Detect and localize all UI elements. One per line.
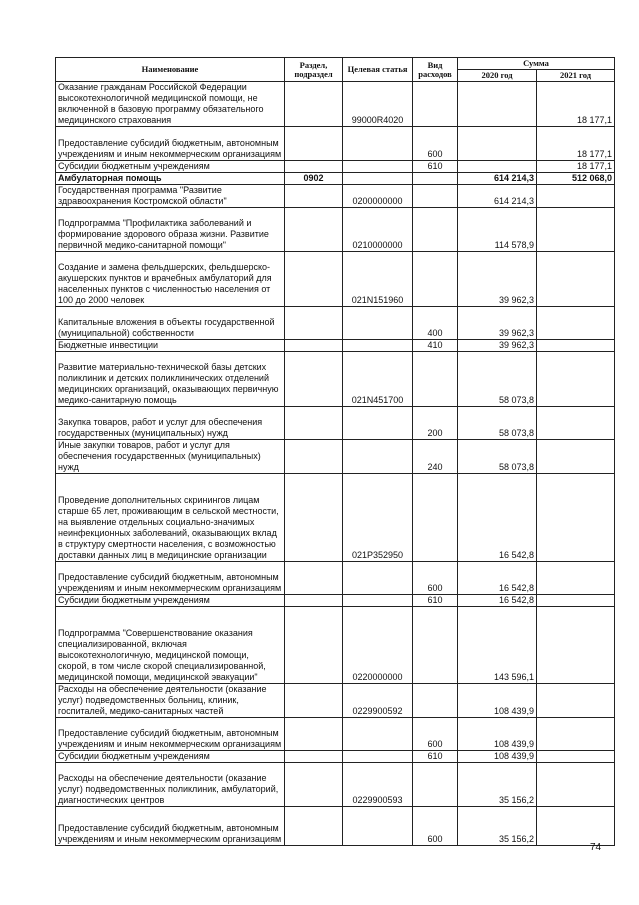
row-sum-2021 xyxy=(537,718,615,751)
row-name: Субсидии бюджетным учреждениям xyxy=(56,161,285,173)
row-sum-2020: 614 214,3 xyxy=(458,173,537,185)
table-row xyxy=(56,562,615,595)
row-sum-2020: 108 439,9 xyxy=(458,751,537,763)
table-row xyxy=(56,440,615,474)
row-name: Амбулаторная помощь xyxy=(56,173,285,185)
header-target: Целевая статья xyxy=(343,58,413,82)
header-sum: Сумма xyxy=(458,58,615,70)
row-name: Закупка товаров, работ и услуг для обеспечения государственных (муниципальных) нужд xyxy=(56,407,285,440)
header-year-2020: 2020 год xyxy=(458,70,537,82)
header-year-2021: 2021 год xyxy=(537,70,615,82)
row-expense-type: 610 xyxy=(413,751,458,763)
row-sum-2021 xyxy=(537,474,615,562)
row-sum-2021 xyxy=(537,595,615,607)
row-target xyxy=(343,562,413,595)
row-name: Оказание гражданам Российской Федерации высокотехнологичной медицинской помощи, не включенной в базовую программу обязательного медицинского страхования xyxy=(56,82,285,127)
table-row xyxy=(56,161,615,173)
row-target xyxy=(343,161,413,173)
row-expense-type: 600 xyxy=(413,127,458,161)
row-name: Предоставление субсидий бюджетным, автономным учреждениям и иным некоммерческим организациям xyxy=(56,718,285,751)
row-sum-2021 xyxy=(537,340,615,352)
row-name: Предоставление субсидий бюджетным, автономным учреждениям и иным некоммерческим организациям xyxy=(56,127,285,161)
row-name: Субсидии бюджетным учреждениям xyxy=(56,595,285,607)
row-sum-2020 xyxy=(458,161,537,173)
row-sum-2020: 16 542,8 xyxy=(458,595,537,607)
row-section xyxy=(285,440,343,474)
row-target: 0229900593 xyxy=(343,763,413,807)
row-section xyxy=(285,474,343,562)
row-target xyxy=(343,595,413,607)
row-target xyxy=(343,407,413,440)
row-expense-type xyxy=(413,185,458,208)
row-expense-type: 200 xyxy=(413,407,458,440)
header-name: Наименование xyxy=(56,58,285,82)
row-expense-type: 610 xyxy=(413,595,458,607)
row-expense-type: 600 xyxy=(413,562,458,595)
row-expense-type xyxy=(413,208,458,252)
row-sum-2020: 35 156,2 xyxy=(458,763,537,807)
row-name: Субсидии бюджетным учреждениям xyxy=(56,751,285,763)
row-target xyxy=(343,340,413,352)
row-sum-2021 xyxy=(537,407,615,440)
row-expense-type: 240 xyxy=(413,440,458,474)
header-section: Раздел, подраздел xyxy=(285,58,343,82)
row-target: 021P352950 xyxy=(343,474,413,562)
row-sum-2020: 143 596,1 xyxy=(458,607,537,684)
table-row xyxy=(56,807,615,846)
table-row xyxy=(56,763,615,807)
row-sum-2020: 58 073,8 xyxy=(458,440,537,474)
row-expense-type xyxy=(413,684,458,718)
row-expense-type xyxy=(413,173,458,185)
row-section xyxy=(285,352,343,407)
row-sum-2021 xyxy=(537,751,615,763)
row-target: 0210000000 xyxy=(343,208,413,252)
row-sum-2020: 35 156,2 xyxy=(458,807,537,846)
row-sum-2020: 16 542,8 xyxy=(458,474,537,562)
row-sum-2020: 108 439,9 xyxy=(458,718,537,751)
row-expense-type: 600 xyxy=(413,718,458,751)
row-expense-type xyxy=(413,474,458,562)
row-name: Проведение дополнительных скринингов лицам старше 65 лет, проживающим в сельской местности, на выявление отдельных социально-значимых неинфекционных заболеваний, оказывающих вклад в структуру смертности населения, с возможностью доставки данных лиц в медицинские организации xyxy=(56,474,285,562)
table-row xyxy=(56,185,615,208)
row-section xyxy=(285,763,343,807)
row-section xyxy=(285,807,343,846)
budget-table xyxy=(55,57,615,846)
row-sum-2020: 614 214,3 xyxy=(458,185,537,208)
row-expense-type xyxy=(413,82,458,127)
row-name: Расходы на обеспечение деятельности (оказание услуг) подведомственных больниц, клиник, госпиталей, медико-санитарных частей xyxy=(56,684,285,718)
row-sum-2021 xyxy=(537,607,615,684)
row-name: Иные закупки товаров, работ и услуг для обеспечения государственных (муниципальных) нужд xyxy=(56,440,285,474)
table-row xyxy=(56,684,615,718)
row-sum-2020 xyxy=(458,127,537,161)
row-target: 99000R4020 xyxy=(343,82,413,127)
row-expense-type: 600 xyxy=(413,807,458,846)
table-row xyxy=(56,252,615,307)
row-name: Предоставление субсидий бюджетным, автономным учреждениям и иным некоммерческим организациям xyxy=(56,807,285,846)
row-target: 0229900592 xyxy=(343,684,413,718)
table-row xyxy=(56,307,615,340)
table-row xyxy=(56,352,615,407)
row-sum-2020: 39 962,3 xyxy=(458,252,537,307)
table-row xyxy=(56,751,615,763)
row-target xyxy=(343,718,413,751)
row-sum-2020: 58 073,8 xyxy=(458,407,537,440)
table-row xyxy=(56,340,615,352)
table-body xyxy=(56,82,615,846)
row-section xyxy=(285,307,343,340)
table-row xyxy=(56,607,615,684)
row-target: 0220000000 xyxy=(343,607,413,684)
row-sum-2021 xyxy=(537,185,615,208)
row-name: Расходы на обеспечение деятельности (оказание услуг) подведомственных поликлиник, амбулаторий, диагностических центров xyxy=(56,763,285,807)
row-section xyxy=(285,252,343,307)
row-sum-2021 xyxy=(537,684,615,718)
row-name: Государственная программа "Развитие здравоохранения Костромской области" xyxy=(56,185,285,208)
row-target: 021N451700 xyxy=(343,352,413,407)
row-target xyxy=(343,127,413,161)
row-sum-2021 xyxy=(537,307,615,340)
row-section xyxy=(285,185,343,208)
row-sum-2021: 18 177,1 xyxy=(537,161,615,173)
row-section xyxy=(285,607,343,684)
row-sum-2021: 512 068,0 xyxy=(537,173,615,185)
row-expense-type: 610 xyxy=(413,161,458,173)
row-sum-2021 xyxy=(537,252,615,307)
row-section xyxy=(285,718,343,751)
row-section xyxy=(285,82,343,127)
table-row xyxy=(56,82,615,127)
row-sum-2021 xyxy=(537,208,615,252)
row-sum-2020: 39 962,3 xyxy=(458,340,537,352)
row-section xyxy=(285,595,343,607)
table-row xyxy=(56,595,615,607)
row-sum-2021 xyxy=(537,352,615,407)
row-target: 021N151960 xyxy=(343,252,413,307)
row-section xyxy=(285,562,343,595)
row-expense-type: 400 xyxy=(413,307,458,340)
row-expense-type xyxy=(413,763,458,807)
row-target xyxy=(343,440,413,474)
row-section xyxy=(285,161,343,173)
row-name: Подпрограмма "Профилактика заболеваний и формирование здорового образа жизни. Развитие первичной медико-санитарной помощи" xyxy=(56,208,285,252)
row-sum-2021: 18 177,1 xyxy=(537,82,615,127)
row-expense-type xyxy=(413,607,458,684)
row-sum-2021: 18 177,1 xyxy=(537,127,615,161)
row-sum-2020: 58 073,8 xyxy=(458,352,537,407)
header-expense-type: Вид расходов xyxy=(413,58,458,82)
row-name: Капитальные вложения в объекты государственной (муниципальной) собственности xyxy=(56,307,285,340)
row-target xyxy=(343,307,413,340)
row-sum-2020: 39 962,3 xyxy=(458,307,537,340)
row-section xyxy=(285,127,343,161)
page-number: 74 xyxy=(590,842,602,853)
row-expense-type: 410 xyxy=(413,340,458,352)
row-sum-2020: 114 578,9 xyxy=(458,208,537,252)
table-row xyxy=(56,127,615,161)
row-section xyxy=(285,684,343,718)
row-name: Предоставление субсидий бюджетным, автономным учреждениям и иным некоммерческим организациям xyxy=(56,562,285,595)
row-target xyxy=(343,173,413,185)
row-name: Подпрограмма "Совершенствование оказания специализированной, включая высокотехнологичную, медицинской помощи, скорой, в том числе скорой специализированной, медицинской помощи, медицинской эвакуации" xyxy=(56,607,285,684)
row-target: 0200000000 xyxy=(343,185,413,208)
row-section xyxy=(285,407,343,440)
row-sum-2020: 16 542,8 xyxy=(458,562,537,595)
row-sum-2020: 108 439,9 xyxy=(458,684,537,718)
table-row xyxy=(56,208,615,252)
row-sum-2021 xyxy=(537,440,615,474)
row-sum-2020 xyxy=(458,82,537,127)
row-sum-2021 xyxy=(537,807,615,846)
table-row xyxy=(56,718,615,751)
table-row xyxy=(56,173,615,185)
row-expense-type xyxy=(413,352,458,407)
row-section xyxy=(285,751,343,763)
row-section xyxy=(285,208,343,252)
row-name: Бюджетные инвестиции xyxy=(56,340,285,352)
row-section xyxy=(285,340,343,352)
table-row xyxy=(56,407,615,440)
table-row xyxy=(56,474,615,562)
row-name: Создание и замена фельдшерских, фельдшерско-акушерских пунктов и врачебных амбулаторий для населенных пунктов с численностью населения от 100 до 2000 человек xyxy=(56,252,285,307)
row-section: 0902 xyxy=(285,173,343,185)
row-name: Развитие материально-технической базы детских поликлиник и детских поликлинических отделений медицинских организаций, оказывающих первичную медико-санитарную помощь xyxy=(56,352,285,407)
row-sum-2021 xyxy=(537,562,615,595)
row-target xyxy=(343,751,413,763)
row-expense-type xyxy=(413,252,458,307)
row-target xyxy=(343,807,413,846)
row-sum-2021 xyxy=(537,763,615,807)
budget-document xyxy=(55,57,614,846)
